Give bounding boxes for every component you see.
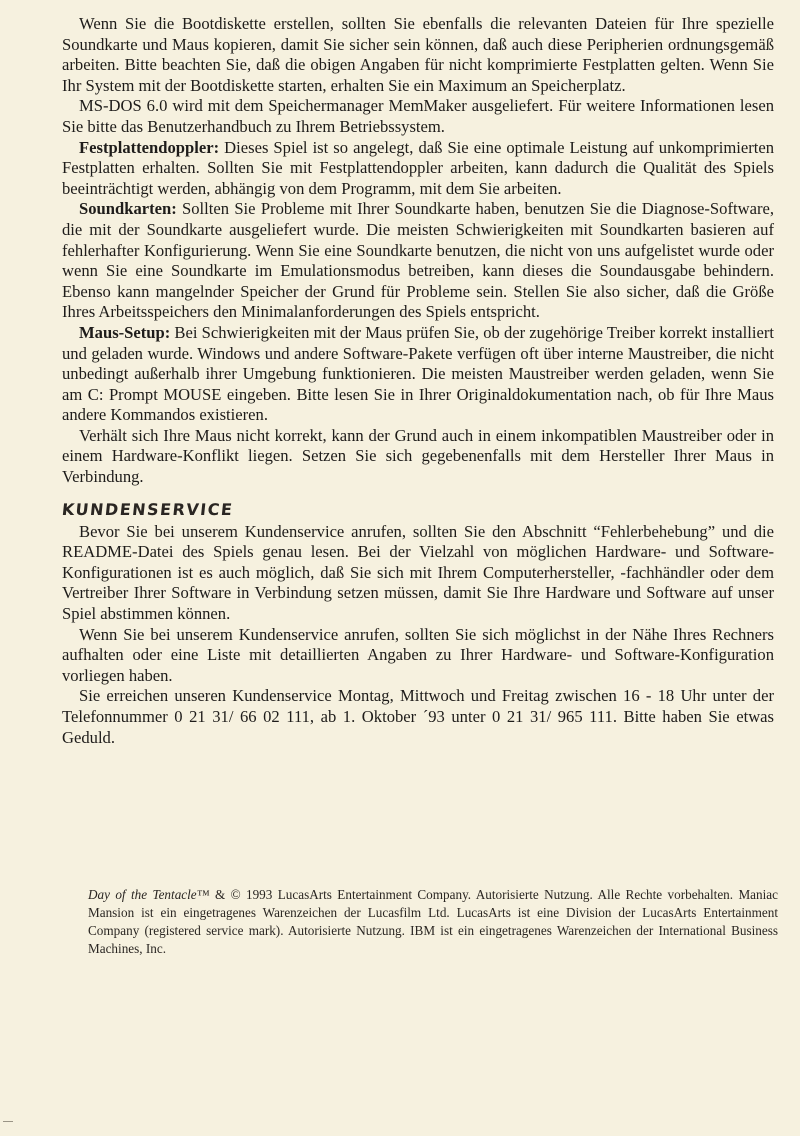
paragraph-lead: Festplattendoppler:	[79, 137, 220, 157]
paragraph-soundkarten	[62, 199, 774, 323]
margin-mark	[3, 1121, 13, 1122]
paragraph-msdos	[62, 96, 774, 137]
paragraph-lead: Soundkarten:	[79, 199, 177, 219]
paragraph-text: Wenn Sie die Bootdiskette erstellen, sollten Sie ebenfalls die relevanten Dateien für Ihre spezielle Soundkarte und Maus kopieren, damit Sie sicher sein können, daß auch diese Peripherien ordnungsgemäß arbeiten. Bitte beachten Sie, daß die obigen Angaben für nicht komprimierte Festplatten gelten. Wenn Sie Ihr System mit der Bootdiskette starten, erhalten Sie ein Maximum an Speicherplatz.	[62, 14, 774, 95]
paragraph-lead: Maus-Setup:	[79, 322, 171, 342]
paragraph-text: Wenn Sie bei unserem Kundenservice anrufen, sollten Sie sich möglichst in der Nähe Ihres Rechners aufhalten oder eine Liste mit detaillierten Angaben zu Ihrer Hardware- und Software-Konfiguration vorliegen haben.	[62, 624, 774, 685]
paragraph-text: Bei Schwierigkeiten mit der Maus prüfen Sie, ob der zugehörige Treiber korrekt installiert und geladen wurde. Windows und andere Software-Pakete verfügen oft über interne Maustreiber, die nicht unbedingt außerhalb ihrer Umgebung funktionieren. Die meisten Maustreiber werden geladen, wenn Sie am C: Prompt MOUSE eingeben. Bitte lesen Sie in Ihrer Originaldokumentation nach, ob für Ihre Maus andere Kommandos existieren.	[62, 322, 774, 425]
paragraph-festplattendoppler	[62, 138, 774, 200]
paragraph-service-zeiten	[62, 686, 774, 748]
paragraph-service-intro	[62, 522, 774, 625]
paragraph-bootdiskette	[62, 14, 774, 96]
section-heading-kundenservice: KUNDENSERVICE	[61, 499, 235, 519]
paragraph-service-anruf	[62, 625, 774, 687]
paragraph-text: Bevor Sie bei unserem Kundenservice anrufen, sollten Sie den Abschnitt “Fehlerbehebung” und die README-Datei des Spiels genau lesen. Bei der Vielzahl von möglichen Hardware- und Software-Konfigurationen ist es auch möglich, daß Sie sich mit Ihrem Computerhersteller, -fachhändler oder dem Vertreiber Ihrer Software in Verbindung setzen müssen, damit Sie Ihre Hardware und Software auf unser Spiel abstimmen können.	[62, 521, 774, 624]
paragraph-text: Dieses Spiel ist so angelegt, daß Sie eine optimale Leistung auf unkomprimierten Festplatten erhalten. Sollten Sie mit Festplattendoppler arbeiten, kann dadurch die Qualität des Spiels beeinträchtigt werden, abhängig von dem Programm, mit dem Sie arbeiten.	[62, 137, 774, 198]
paragraph-maus-konflikt	[62, 426, 774, 488]
footer-game-title: Day of the Tentacle™	[88, 887, 210, 902]
paragraph-text: Sie erreichen unseren Kundenservice Montag, Mittwoch und Freitag zwischen 16 - 18 Uhr unter der Telefonnummer 0 21 31/ 66 02 111, ab 1. Oktober ´93 unter 0 21 31/ 965 111. Bitte haben Sie etwas Geduld.	[62, 686, 774, 747]
paragraph-maus-setup	[62, 323, 774, 426]
document-body	[62, 14, 774, 748]
paragraph-text: Sollten Sie Probleme mit Ihrer Soundkarte haben, benutzen Sie die Diagnose-Software, die mit der Soundkarte ausgeliefert wurde. Die meisten Schwierigkeiten mit Soundkarten basieren auf fehlerhafter Konfigurierung. Wenn Sie eine Soundkarte benutzen, die nicht von uns aufgelistet wurde oder wenn Sie eine Soundkarte im Emulationsmodus betreiben, kann dieses die Soundausgabe behindern. Ebenso kann mangelnder Speicher der Grund für Probleme sein. Stellen Sie also sicher, daß die Größe Ihres Arbeitsspeichers den Minimalanforderungen des Spiels entspricht.	[62, 199, 774, 322]
footer-text: & © 1993 LucasArts Entertainment Company. Autorisierte Nutzung. Alle Rechte vorbehalten. Maniac Mansion ist ein eingetragenes Warenzeichen der Lucasfilm Ltd. LucasArts ist eine Division der LucasArts Entertainment Company (registered service mark). Autorisierte Nutzung. IBM ist ein eingetragenes Warenzeichen der International Business Machines, Inc.	[88, 887, 778, 956]
paragraph-text: MS-DOS 6.0 wird mit dem Speichermanager MemMaker ausgeliefert. Für weitere Informationen lesen Sie bitte das Benutzerhandbuch zu Ihrem Betriebssystem.	[62, 96, 774, 136]
copyright-footer	[88, 886, 778, 958]
paragraph-text: Verhält sich Ihre Maus nicht korrekt, kann der Grund auch in einem inkompatiblen Maustreiber oder in einem Hardware-Konflikt liegen. Setzen Sie sich gegebenenfalls mit dem Hersteller Ihrer Maus in Verbindung.	[62, 425, 774, 487]
